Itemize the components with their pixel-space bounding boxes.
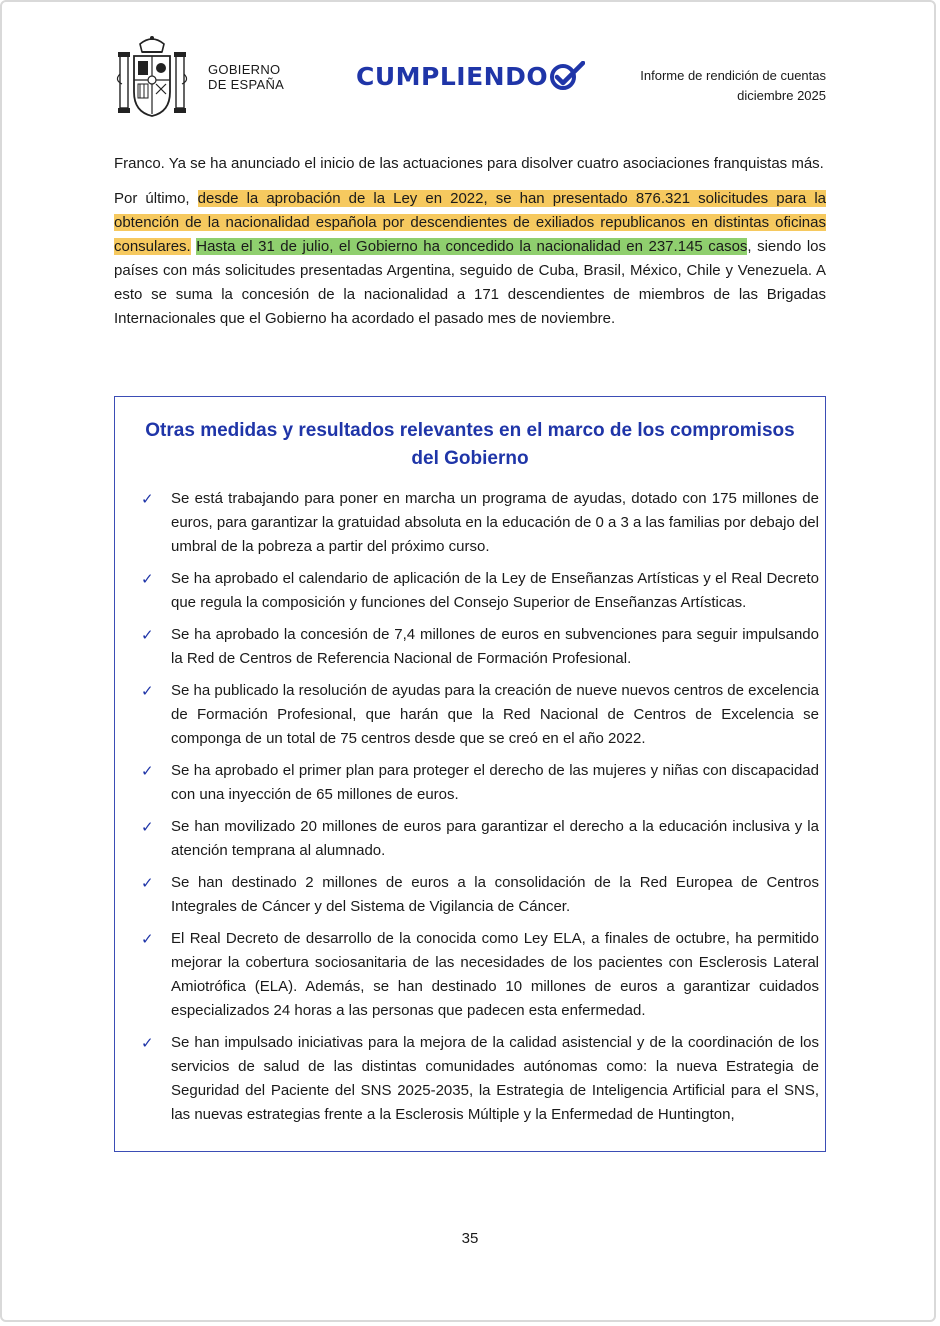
- list-item-text: Se ha aprobado la concesión de 7,4 millones de euros en subvenciones para seguir impulsando la Red de Centros de Referencia Nacional de Formación Profesional.: [171, 626, 819, 667]
- brand-name: CUMPLIENDO: [356, 61, 549, 91]
- box-title: Otras medidas y resultados relevantes en el marco de los compromisos del Gobierno: [145, 420, 795, 469]
- paragraph-1: Franco. Ya se ha anunciado el inicio de las actuaciones para disolver cuatro asociaciones franquistas más.: [114, 155, 824, 172]
- measures-list: [137, 487, 819, 1135]
- coat-of-arms-logo: [114, 34, 190, 120]
- check-icon: ✓: [141, 874, 154, 892]
- government-name-line2: DE ESPAÑA: [208, 77, 285, 92]
- list-item: [137, 487, 819, 559]
- check-icon: ✓: [141, 762, 154, 780]
- list-item-text: Se han destinado 2 millones de euros a la consolidación de la Red Europea de Centros Integrales de Cáncer y del Sistema de Vigilancia de Cáncer.: [171, 874, 819, 915]
- list-item-text: Se está trabajando para poner en marcha un programa de ayudas, dotado con 175 millones de euros, para garantizar la gratuidad absoluta en la educación de 0 a 3 a las familias por debajo del umbral de la pobreza a partir del próximo curso.: [171, 490, 819, 555]
- list-item-text: Se han impulsado iniciativas para la mejora de la calidad asistencial y de la coordinación de los servicios de salud de las distintas comunidades autónomas como: la nueva Estrategia de Seguridad del Paciente del SNS 2025-2035, la Estrategia de Inteligencia Artificial para el SNS, las nuevas estrategias frente a la Esclerosis Múltiple y la Enfermedad de Huntington,: [171, 1034, 819, 1123]
- check-icon: ✓: [141, 490, 154, 508]
- list-item: [137, 567, 819, 615]
- check-icon: ✓: [141, 1034, 154, 1052]
- highlight-yellow: desde la aprobación de la Ley en 2022, se han presentado 876.321 solicitudes para la obtención de la nacionalidad española por descendientes de exiliados republicanos en distintas oficinas consulares.: [114, 190, 826, 255]
- check-icon: ✓: [141, 818, 154, 836]
- check-mark-icon: [549, 61, 585, 91]
- brand-logo: [356, 56, 585, 96]
- list-item: [137, 759, 819, 807]
- report-date: diciembre 2025: [737, 88, 826, 103]
- paragraph-2-intro: Por último,: [114, 190, 198, 207]
- report-title: Informe de rendición de cuentas: [640, 68, 826, 83]
- report-info: [640, 66, 826, 106]
- body-text: [114, 152, 826, 342]
- check-icon: ✓: [141, 570, 154, 588]
- list-item: [137, 871, 819, 919]
- page-header: [114, 34, 826, 124]
- list-item-text: Se han movilizado 20 millones de euros para garantizar el derecho a la educación inclusiva y la atención temprana al alumnado.: [171, 818, 819, 859]
- paragraph-2-rest: , siendo los países con más solicitudes presentadas Argentina, seguido de Cuba, Brasil, México, Chile y Venezuela. A esto se suma la concesión de la nacionalidad a 171 descendientes de miembros de las Brigadas Internacionales que el Gobierno ha acordado el pasado mes de noviembre.: [114, 238, 826, 327]
- check-icon: ✓: [141, 682, 154, 700]
- other-measures-box: [114, 396, 826, 1152]
- list-item: [137, 927, 819, 1023]
- list-item: [137, 623, 819, 671]
- list-item-text: Se ha aprobado el primer plan para proteger el derecho de las mujeres y niñas con discapacidad con una inyección de 65 millones de euros.: [171, 762, 819, 803]
- highlight-green: Hasta el 31 de julio, el Gobierno ha concedido la nacionalidad en 237.145 casos: [196, 238, 748, 255]
- check-icon: ✓: [141, 626, 154, 644]
- paragraph-2: [114, 187, 826, 331]
- list-item-text: El Real Decreto de desarrollo de la conocida como Ley ELA, a finales de octubre, ha permitido mejorar la cobertura sociosanitaria de las necesidades de los pacientes con Esclerosis Lateral Amiotrófica (ELA). Además, se han destinado 10 millones de euros a garantizar cuidados especializados 24 horas a las personas que padecen esta enfermedad.: [171, 930, 819, 1019]
- list-item: [137, 1031, 819, 1127]
- page-number: 35: [461, 1230, 479, 1247]
- list-item: [137, 679, 819, 751]
- list-item-text: Se ha publicado la resolución de ayudas para la creación de nueve nuevos centros de excelencia de Formación Profesional, que harán que la Red Nacional de Centros de Excelencia se componga de un total de 75 centros desde que se creó en el año 2022.: [171, 682, 819, 747]
- list-item: [137, 815, 819, 863]
- check-icon: ✓: [141, 930, 154, 948]
- list-item-text: Se ha aprobado el calendario de aplicación de la Ley de Enseñanzas Artísticas y el Real Decreto que regula la composición y funciones del Consejo Superior de Enseñanzas Artísticas.: [171, 570, 819, 611]
- government-name-line1: GOBIERNO: [208, 62, 281, 77]
- government-name: [208, 62, 284, 92]
